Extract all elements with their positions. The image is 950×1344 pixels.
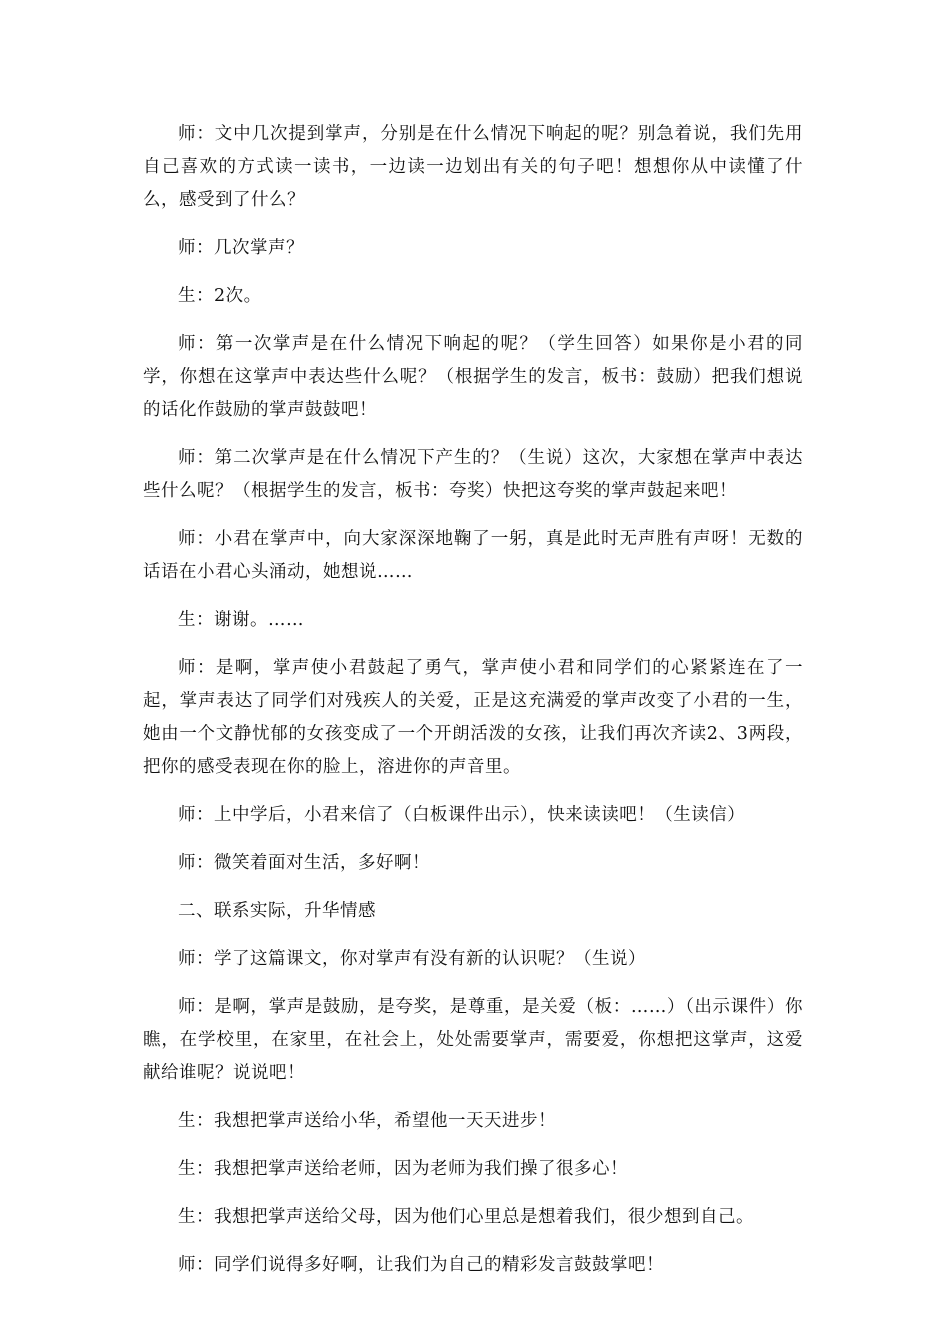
paragraph: 师：是啊，掌声使小君鼓起了勇气，掌声使小君和同学们的心紧紧连在了一起，掌声表达了同学们对残疾人的关爱，正是这充满爱的掌声改变了小君的一生，她由一个文静忧郁的女孩变成了一个开朗活泼的女孩，让我们再次齐读2、3两段，把你的感受表现在你的脸上，溶进你的声音里。 (143, 658, 803, 777)
paragraph: 师：微笑着面对生活，多好啊！ (178, 853, 430, 873)
paragraph: 师：上中学后，小君来信了（白板课件出示），快来读读吧！（生读信） (178, 805, 746, 825)
paragraph: 师：第二次掌声是在什么情况下产生的？（生说）这次，大家想在掌声中表达些什么呢？（根据学生的发言，板书：夸奖）快把这夸奖的掌声鼓起来吧！ (143, 448, 803, 501)
paragraph: 师：第一次掌声是在什么情况下响起的呢？（学生回答）如果你是小君的同学，你想在这掌声中表达些什么呢？（根据学生的发言，板书：鼓励）把我们想说的话化作鼓励的掌声鼓鼓吧！ (143, 334, 803, 420)
paragraph: 师：学了这篇课文，你对掌声有没有新的认识呢？（生说） (178, 949, 646, 969)
paragraph: 师：几次掌声？ (178, 238, 304, 258)
paragraph: 生：谢谢。…… (178, 610, 304, 630)
section-heading: 二、联系实际，升华情感 (178, 901, 376, 921)
paragraph: 师：是啊，掌声是鼓励，是夸奖，是尊重，是关爱（板：……）（出示课件）你瞧，在学校里，在家里，在社会上，处处需要掌声，需要爱，你想把这掌声，这爱献给谁呢？说说吧！ (143, 997, 803, 1083)
paragraph: 生：我想把掌声送给父母，因为他们心里总是想着我们，很少想到自己。 (178, 1207, 754, 1227)
paragraph: 师：文中几次提到掌声，分别是在什么情况下响起的呢？别急着说，我们先用自己喜欢的方式读一读书，一边读一边划出有关的句子吧！想想你从中读懂了什么，感受到了什么？ (143, 124, 803, 210)
paragraph: 生：2次。 (178, 286, 262, 306)
paragraph: 师：小君在掌声中，向大家深深地鞠了一躬，真是此时无声胜有声呀！无数的话语在小君心头涌动，她想说…… (143, 529, 803, 582)
paragraph: 生：我想把掌声送给小华，希望他一天天进步！ (178, 1111, 556, 1131)
document-body (143, 118, 803, 1297)
paragraph: 师：同学们说得多好啊，让我们为自己的精彩发言鼓鼓掌吧！ (178, 1255, 664, 1275)
paragraph: 生：我想把掌声送给老师，因为老师为我们操了很多心！ (178, 1159, 628, 1179)
